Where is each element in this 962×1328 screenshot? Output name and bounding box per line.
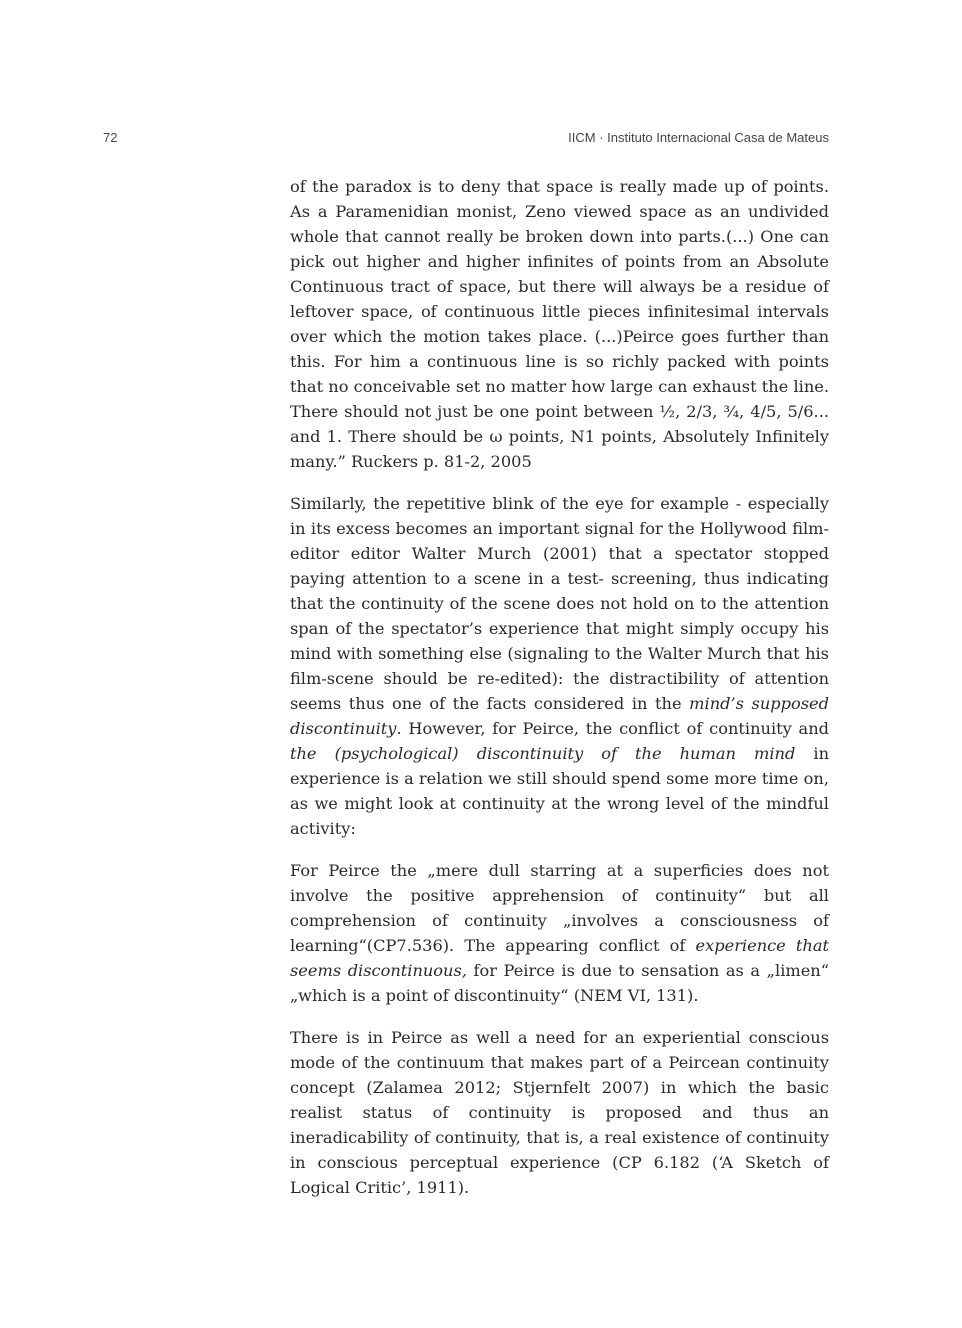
text-segment: Similarly, the repetitive blink of the eye for example - especially in its excess becomes an important signal for the Hollywood film-editor editor Walter Murch (2001) that a spectator stopped paying attention to a scene in a test- screening, thus indicating that the continuity of the scene does not hold on to the attention span of the spectator’s experience that might simply occupy his mind with something else (signaling to the Walter Murch that his film-scene should be re-edited): the distractibility of attention seems thus one of the facts considered in the	[290, 494, 829, 713]
text-segment: There is in Peirce as well a need for an experiential conscious mode of the continuum that makes part of a Peircean continuity concept (Zalamea 2012; Stjernfelt 2007) in which the basic realist status of continuity is proposed and thus an ineradicability of continuity, that is, a real existence of continuity in conscious perceptual experience (CP 6.182 (‘A Sketch of Logical Critic’, 1911).	[290, 1028, 829, 1197]
text-segment: . However, for Peirce, the conflict of continuity and	[396, 719, 829, 738]
paragraph-murch	[290, 491, 829, 841]
body-text	[290, 174, 829, 1217]
italic-phrase: the (psychological) discontinuity of the human mind	[290, 744, 796, 763]
italic-phrase: experience that seems discontinuous,	[290, 936, 829, 980]
paragraph-peirce-limen	[290, 858, 829, 1008]
paragraph-zeno-quote	[290, 174, 829, 474]
italic-phrase: mind’s supposed discontinuity	[290, 694, 829, 738]
text-segment: of the paradox is to deny that space is really made up of points. As a Paramenidian monist, Zeno viewed space as an undivided whole that cannot really be broken down into parts.(...) One can pick out higher and higher infinites of points from an Absolute Continuous tract of space, but there will always be a residue of leftover space, of continuous little pieces infinitesimal intervals over which the motion takes place. (...)Peirce goes further than this. For him a continuous line is so richly packed with points that no conceivable set no matter how large can exhaust the line. There should not just be one point between ½, 2/3, ¾, 4/5, 5/6... and 1. There should be ω points, N1 points, Absolutely Infinitely many.” Ruckers p. 81-2, 2005	[290, 177, 829, 471]
page-number: 72	[103, 130, 118, 145]
paragraph-continuum	[290, 1025, 829, 1200]
text-segment: in experience is a relation we still should spend some more time on, as we might look at continuity at the wrong level of the mindful activity:	[290, 744, 829, 838]
text-segment: For Peirce the „mere dull starring at a superficies does not involve the positive apprehension of continuity“ but all comprehension of continuity „involves a consciousness of learning“(CP7.536). The appearing conflict of	[290, 861, 829, 955]
running-header: IICM · Instituto Internacional Casa de Mateus	[568, 130, 829, 145]
text-segment: for Peirce is due to sensation as a „limen“ „which is a point of discontinuity“ (NEM VI, 131).	[290, 961, 830, 1005]
